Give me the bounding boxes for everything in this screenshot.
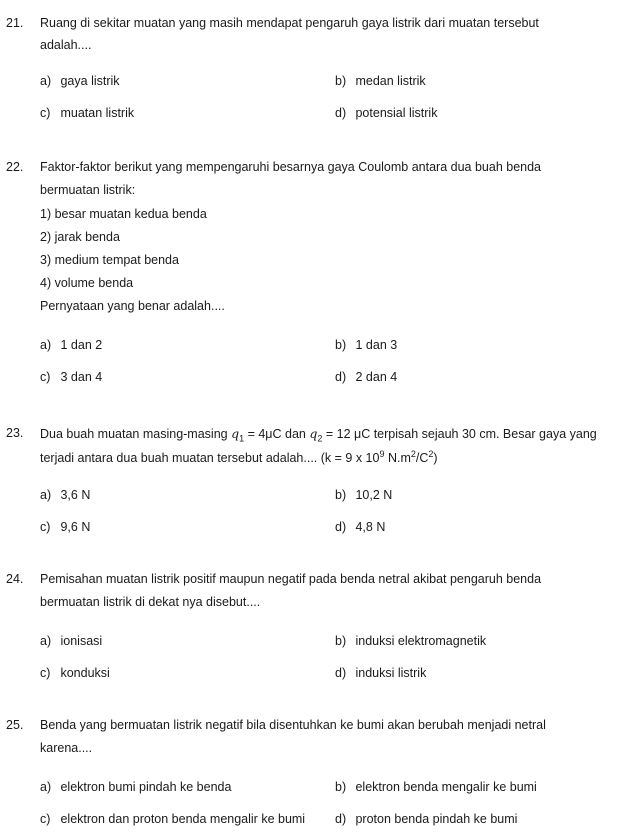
question-number: 25. [6, 718, 24, 732]
option-a[interactable]: a) ionisasi [40, 634, 103, 648]
option-d[interactable]: d) induksi listrik [335, 666, 427, 680]
question-stem-line: Ruang di sekitar muatan yang masih mendapat pengaruh gaya listrik dari muatan tersebut [40, 16, 539, 30]
question-number: 23. [6, 426, 24, 440]
option-a[interactable]: a) 3,6 N [40, 488, 91, 502]
statement-item: 4) volume benda [40, 276, 134, 290]
question-stem-line: karena.... [40, 741, 93, 755]
question-stem-line: Benda yang bermuatan listrik negatif bila disentuhkan ke bumi akan berubah menjadi netral [40, 718, 546, 732]
option-d[interactable]: d) proton benda pindah ke bumi [335, 812, 518, 826]
question-stem-line: Pemisahan muatan listrik positif maupun negatif pada benda netral akibat pengaruh benda [40, 572, 542, 586]
question-number: 22. [6, 160, 24, 174]
option-c[interactable]: c) muatan listrik [40, 106, 135, 120]
option-c[interactable]: c) konduksi [40, 666, 110, 680]
option-d[interactable]: d) potensial listrik [335, 106, 438, 120]
option-b[interactable]: b) 1 dan 3 [335, 338, 398, 352]
question-stem-line: Faktor-faktor berikut yang mempengaruhi besarnya gaya Coulomb antara dua buah benda [40, 160, 542, 174]
option-c[interactable]: c) 9,6 N [40, 520, 91, 534]
question-stem-line: adalah.... [40, 38, 92, 52]
option-b[interactable]: b) 10,2 N [335, 488, 393, 502]
statement-item: 3) medium tempat benda [40, 253, 179, 267]
option-d[interactable]: d) 4,8 N [335, 520, 386, 534]
question-stem-line: bermuatan listrik: [40, 183, 136, 197]
option-a[interactable]: a) gaya listrik [40, 74, 120, 88]
option-c[interactable]: c) 3 dan 4 [40, 370, 103, 384]
question-stem-line: Pernyataan yang benar adalah.... [40, 299, 225, 313]
question-number: 24. [6, 572, 24, 586]
option-b[interactable]: b) elektron benda mengalir ke bumi [335, 780, 537, 794]
option-c[interactable]: c) elektron dan proton benda mengalir ke bumi [40, 812, 306, 826]
statement-item: 1) besar muatan kedua benda [40, 207, 207, 221]
question-stem-line: Dua buah muatan masing-masing $q_1 = 4\mu C$ dan $q_2 = 12$ μC terpisah sejauh 30 cm. Besar gaya yang [40, 426, 597, 444]
statement-item: 2) jarak benda [40, 230, 120, 244]
option-b[interactable]: b) induksi elektromagnetik [335, 634, 487, 648]
question-stem-line: bermuatan listrik di dekat nya disebut.... [40, 595, 261, 609]
question-number: 21. [6, 16, 24, 30]
option-a[interactable]: a) 1 dan 2 [40, 338, 103, 352]
option-a[interactable]: a) elektron bumi pindah ke benda [40, 780, 232, 794]
question-stem-line: terjadi antara dua buah muatan tersebut adalah.... (k = 9 x $10^9$ $N.m^2/C^2$) [40, 449, 438, 466]
option-b[interactable]: b) medan listrik [335, 74, 426, 88]
option-d[interactable]: d) 2 dan 4 [335, 370, 398, 384]
